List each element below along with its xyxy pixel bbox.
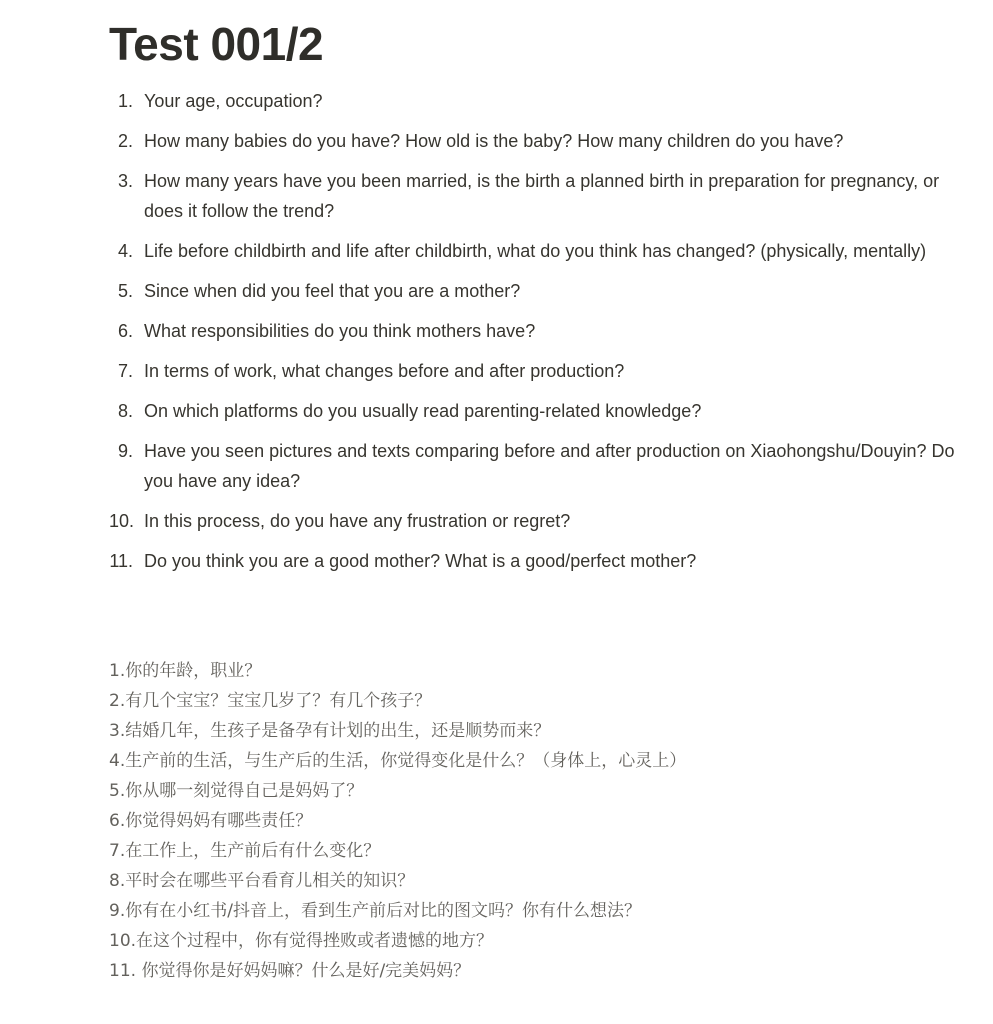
chinese-question-line: 6.你觉得妈妈有哪些责任？ [109,811,313,831]
question-number: 9. [117,441,133,461]
question-text: In terms of work, what changes before and after production? [144,361,625,381]
chinese-question-block [109,656,969,986]
question-text: How many years have you been married, is the birth a planned birth in preparation for pregnancy, or does it follow the trend? [144,171,940,221]
question-item-10 [109,506,959,536]
question-number: 10. [109,511,135,531]
question-number: 4. [117,241,133,261]
question-text: In this process, do you have any frustration or regret? [144,511,571,531]
question-number: 6. [117,321,133,341]
question-number: 5. [117,281,133,301]
question-text: Since when did you feel that you are a mother? [144,281,521,301]
question-item-1 [109,86,959,116]
chinese-question-line: 1.你的年龄，职业？ [109,661,262,681]
question-item-11 [109,546,959,576]
chinese-question-line: 11. 你觉得你是好妈妈嘛？什么是好/完美妈妈？ [109,961,471,981]
question-text: How many babies do you have? How old is the baby? How many children do you have? [144,131,844,151]
chinese-question-line: 4.生产前的生活，与生产后的生活，你觉得变化是什么？（身体上，心灵上） [109,751,687,771]
question-item-2 [109,126,959,156]
chinese-question-line: 9.你有在小红书/抖音上，看到生产前后对比的图文吗？你有什么想法？ [109,901,641,921]
chinese-question-line: 7.在工作上，生产前后有什么变化？ [109,841,381,861]
question-item-9 [109,436,959,496]
chinese-question-line: 3.结婚几年，生孩子是备孕有计划的出生，还是顺势而来？ [109,721,551,741]
question-number: 3. [117,171,133,191]
question-text: Your age, occupation? [144,91,323,111]
question-text: Do you think you are a good mother? What is a good/perfect mother? [144,551,697,571]
question-number: 11. [109,551,133,571]
chinese-question-line: 8.平时会在哪些平台看育儿相关的知识？ [109,871,415,891]
chinese-question-line: 10.在这个过程中，你有觉得挫败或者遗憾的地方？ [109,931,494,951]
question-item-4 [109,236,959,266]
question-text: Life before childbirth and life after childbirth, what do you think has changed? (physically, mentally) [144,241,927,261]
question-text: What responsibilities do you think mothers have? [144,321,536,341]
question-number: 1. [117,91,133,111]
question-list [109,86,959,586]
question-item-7 [109,356,959,386]
question-number: 8. [117,401,133,421]
question-number: 7. [117,361,133,381]
question-item-8 [109,396,959,426]
question-number: 2. [117,131,133,151]
page-title: Test 001/2 [109,18,324,70]
question-text: Have you seen pictures and texts comparing before and after production on Xiaohongshu/Douyin? Do you have any idea? [144,441,955,491]
chinese-question-line: 5.你从哪一刻觉得自己是妈妈了？ [109,781,364,801]
question-item-3 [109,166,959,226]
question-item-6 [109,316,959,346]
question-text: On which platforms do you usually read parenting-related knowledge? [144,401,702,421]
chinese-question-line: 2.有几个宝宝？宝宝几岁了？有几个孩子？ [109,691,432,711]
question-item-5 [109,276,959,306]
